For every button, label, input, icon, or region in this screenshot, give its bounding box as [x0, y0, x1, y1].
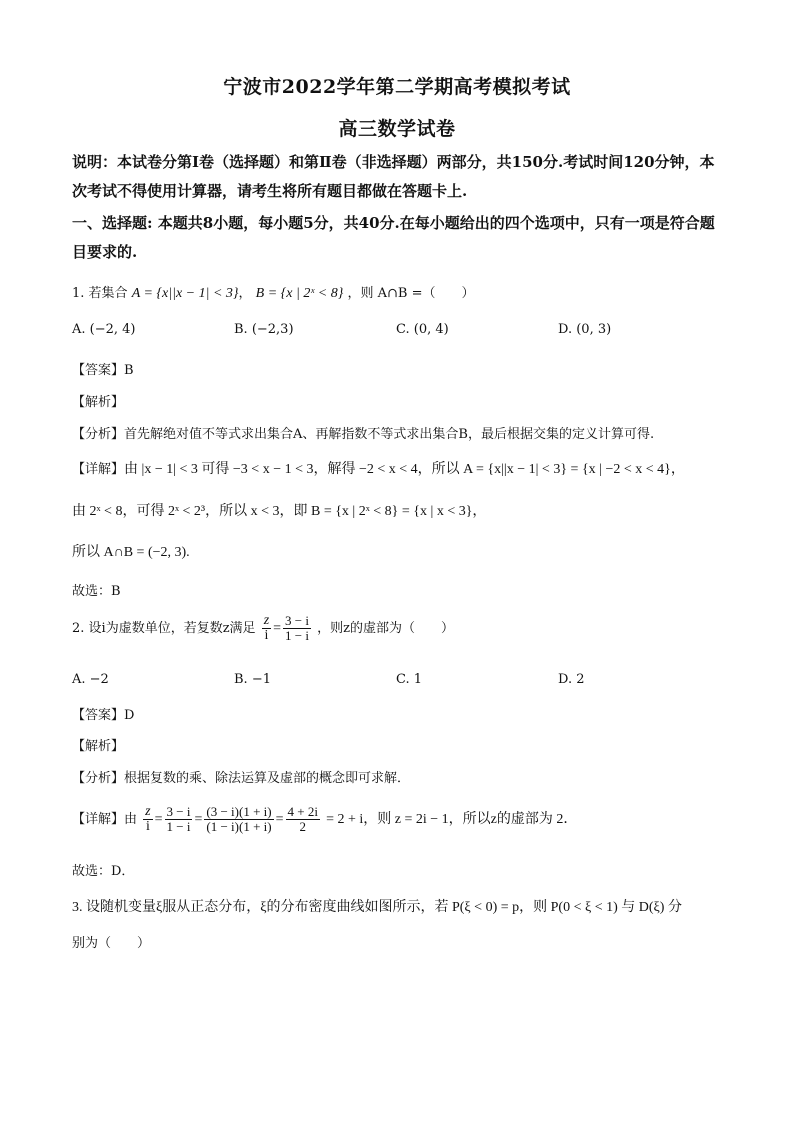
q1-detail-2 — [72, 500, 486, 520]
q1-option-d: D. (0, 3) — [558, 322, 612, 337]
q2-option-a: A. −2 — [72, 672, 109, 687]
q2-analysis-tag: 【解析】 — [72, 739, 125, 754]
q2-fenxi — [72, 767, 410, 786]
q2-d2-num: 3 − i — [166, 804, 191, 819]
exam-subtitle: 高三数学试卷 — [338, 118, 456, 140]
q2-d2-den: 1 − i — [166, 819, 191, 834]
intro-label: 说明： — [72, 153, 118, 171]
exam-title: 宁波市2022学年第二学期高考模拟考试 — [223, 76, 571, 98]
q2-d1-num: z — [145, 804, 151, 819]
q2-fenxi-tag: 【分析】 — [72, 771, 125, 786]
q2-d4-den: 2 — [299, 819, 306, 834]
section-heading: 一、选择题: 本题共8小题，每小题5分，共40分.在每小题给出的四个选项中，只有一项是符合题目要求的. — [72, 214, 715, 261]
q1-answer-value: B — [124, 363, 134, 378]
q1-ask: ，则 A∩B =（ ） — [347, 286, 475, 301]
q2-d1-den: i — [145, 819, 150, 834]
q2-d3-num: (3 − i)(1 + i) — [206, 804, 272, 819]
q2-option-d: D. 2 — [558, 672, 585, 687]
q1-option-a: A. (−2, 4) — [72, 322, 136, 337]
q2-frac-num: z — [263, 613, 270, 628]
intro-text: 本试卷分第Ⅰ卷（选择题）和第Ⅱ卷（非选择题）两部分，共150分.考试时间120分钟，本次考试不得使用计算器，请考生将所有题目都做在答题卡上. — [72, 153, 715, 200]
q1-set-a: A = {x||x − 1| < 3} — [131, 286, 239, 301]
q1-fenxi-tag: 【分析】 — [72, 427, 125, 442]
q1-detail-1-text: 由 |x − 1| < 3 可得 −3 < x − 1 < 3，解得 −2 < x < 4，所以 A = {x||x − 1| < 3} = {x | −2 < x < 4}， — [124, 462, 685, 477]
question-3-stem-line-1 — [72, 896, 682, 916]
q1-answer — [72, 359, 134, 378]
q2-choice: 故选：D． — [72, 864, 135, 879]
q1-answer-tag: 【答案】 — [72, 363, 125, 378]
q3-line-1: 3. 设随机变量ξ服从正态分布，ξ的分布密度曲线如图所示，若 P(ξ < 0) = p，则 P(0 < ξ < 1) 与 D(ξ) 分 — [72, 900, 682, 915]
q1-detail-2-text: 由 2ˣ < 8，可得 2ˣ < 2³，所以 x < 3，即 B = {x | 2ˣ < 8} = {x | x < 3}， — [72, 504, 487, 519]
q2-option-c: C. 1 — [396, 672, 423, 687]
q1-detail-3-text: 所以 A∩B = (−2, 3). — [72, 545, 190, 560]
q1-detail-3 — [72, 541, 190, 561]
q1-choice: 故选：B — [72, 584, 121, 599]
q2-answer — [72, 704, 134, 723]
q2-d4-num: 4 + 2i — [287, 804, 318, 819]
q2-frac-rhs — [283, 614, 311, 643]
q2-frac-den: i — [264, 628, 269, 643]
q2-rhs-num: 3 − i — [285, 613, 309, 628]
q1-fenxi — [72, 423, 654, 442]
question-1-stem — [72, 282, 474, 302]
q2-detail-frac-3 — [204, 805, 273, 834]
q2-detail-tag: 【详解】 — [72, 812, 125, 827]
q1-detail-1 — [72, 458, 685, 478]
q2-answer-tag: 【答案】 — [72, 708, 125, 723]
q1-set-b: B = {x | 2ˣ < 8} — [255, 286, 344, 301]
q2-detail-prefix: 由 — [124, 812, 138, 827]
q2-frac-z-over-i — [262, 614, 271, 643]
q2-detail-frac-4 — [286, 805, 320, 834]
q2-detail-frac-1 — [143, 805, 152, 834]
q2-option-b: B. −1 — [234, 672, 271, 687]
q1-sep: ， — [238, 286, 252, 301]
q2-detail: 【详解】由 $\frac{z}{i}$ = $\frac{3 - i}{1 - i}$ = $\frac{(3 - i)(1 + i)}{(1 - i)(1 + i)}$ = $\frac{4 + 2i}{2}$ = 2 + i，则 z = 2i − 1，所以z的虚部为 2． — [72, 804, 578, 834]
q2-d3-den: (1 − i)(1 + i) — [206, 819, 272, 834]
q2-prefix: 2. 设i为虚数单位，若复数z满足 — [72, 621, 256, 636]
question-2-stem: 2. 设i为虚数单位，若复数z满足 $\frac{z}{i}$ = $\frac{3 - i}{1 - i}$ ，则z的虚部为（ ） — [72, 613, 454, 643]
q2-detail-result: = 2 + i，则 z = 2i − 1，所以z的虚部为 2． — [326, 812, 578, 827]
q2-rhs-den: 1 − i — [285, 628, 309, 643]
intro-paragraph — [72, 148, 724, 206]
q1-option-b: B. (−2,3) — [234, 322, 294, 337]
question-3-stem-line-2: 别为（ ） — [72, 936, 151, 951]
q1-prefix: 1. 若集合 — [72, 286, 128, 301]
q1-analysis-tag: 【解析】 — [72, 395, 125, 410]
q1-option-c: C. (0, 4) — [396, 322, 449, 337]
q2-fenxi-text: 根据复数的乘、除法运算及虚部的概念即可求解． — [124, 771, 411, 786]
q1-detail-tag: 【详解】 — [72, 462, 125, 477]
q2-detail-frac-2 — [165, 805, 193, 834]
q2-ask: ，则z的虚部为（ ） — [317, 621, 454, 636]
q1-fenxi-text: 首先解绝对值不等式求出集合A、再解指数不等式求出集合B，最后根据交集的定义计算可得. — [124, 427, 655, 442]
q2-answer-value: D — [124, 708, 135, 723]
